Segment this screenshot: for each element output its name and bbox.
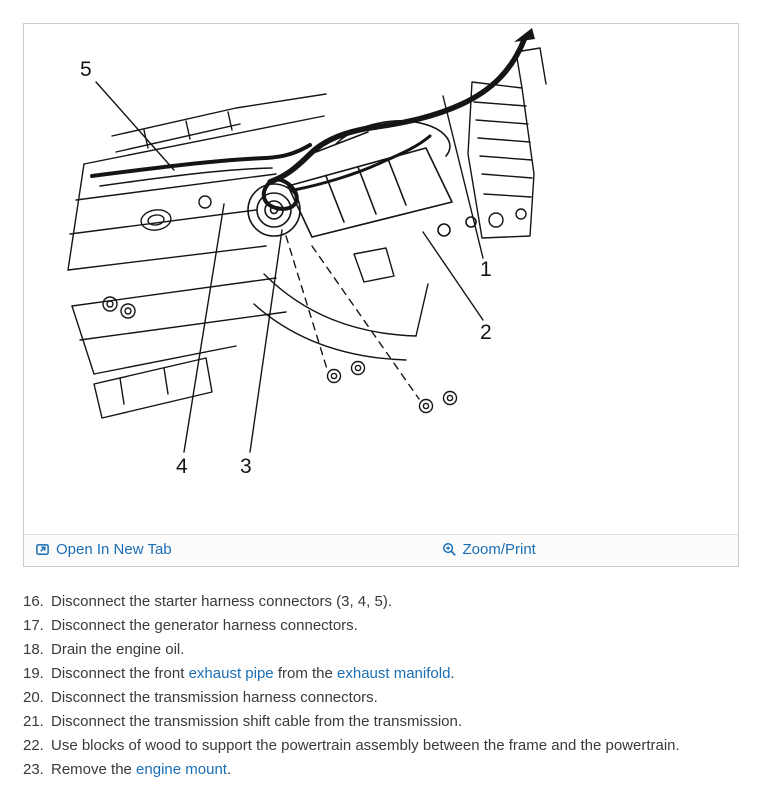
instruction-text (51, 616, 358, 635)
instruction-item (23, 616, 739, 635)
callout-numbers (80, 58, 492, 478)
instruction-text-segment: Disconnect the generator harness connectors. (51, 617, 358, 634)
exhaust-manifold-link[interactable]: exhaust manifold (337, 665, 451, 682)
instruction-text-segment: Disconnect the starter harness connectors (3, 4, 5). (51, 593, 392, 610)
callout-3: 3 (240, 455, 252, 478)
instruction-text (51, 592, 392, 611)
instruction-text (51, 688, 378, 707)
zoom-print-link[interactable] (442, 541, 536, 558)
mount-bracket (468, 48, 546, 238)
exhaust-pipe-link[interactable]: exhaust pipe (188, 665, 274, 682)
open-in-new-tab-icon (35, 542, 50, 557)
instruction-text-segment: Drain the engine oil. (51, 641, 185, 658)
instruction-number: 18. (23, 641, 44, 658)
instruction-number: 22. (23, 737, 44, 754)
zoom-print-label: Zoom/Print (462, 540, 536, 558)
diagram-area (24, 24, 738, 534)
instruction-number: 23. (23, 761, 44, 778)
instruction-number: 19. (23, 665, 44, 682)
instruction-item (23, 688, 739, 707)
open-in-new-tab-link[interactable] (35, 541, 172, 558)
instruction-list (23, 592, 739, 784)
mounting-studs (328, 362, 457, 413)
engine-block (68, 94, 428, 418)
diagram-toolbar (24, 534, 738, 566)
instruction-text-segment: . (226, 761, 232, 778)
instruction-number: 20. (23, 689, 44, 706)
instruction-text-segment: Disconnect the transmission harness connectors. (51, 689, 378, 706)
callout-2: 2 (480, 321, 492, 344)
open-in-new-tab-label: Open In New Tab (56, 540, 172, 558)
toolbar-left (24, 541, 332, 561)
instruction-text-segment: Remove the (51, 761, 137, 778)
toolbar-right (332, 541, 739, 561)
instruction-text-segment: Disconnect the transmission shift cable from the transmission. (51, 713, 462, 730)
diagram-panel (23, 23, 739, 567)
instruction-text-segment: from the (273, 665, 338, 682)
callout-leader-lines (96, 82, 483, 452)
instruction-item (23, 736, 739, 755)
instruction-text (51, 736, 680, 755)
engine-mount-link[interactable]: engine mount (136, 761, 227, 778)
instruction-text (51, 712, 462, 731)
engine-diagram (24, 24, 738, 534)
zoom-icon (442, 542, 457, 557)
callout-4: 4 (176, 455, 188, 478)
instruction-text (51, 664, 455, 683)
instruction-text-segment: Use blocks of wood to support the powertrain assembly between the frame and the powertrain. (51, 737, 680, 754)
callout-5: 5 (80, 58, 92, 81)
callout-1: 1 (480, 258, 492, 281)
instruction-number: 21. (23, 713, 44, 730)
instruction-text-segment: . (450, 665, 455, 682)
instruction-number: 16. (23, 593, 44, 610)
instruction-item (23, 664, 739, 683)
instruction-text (51, 760, 231, 779)
instruction-item (23, 712, 739, 731)
instruction-number: 17. (23, 617, 44, 634)
instruction-item (23, 592, 739, 611)
instruction-item (23, 760, 739, 779)
instruction-text (51, 640, 184, 659)
instruction-item (23, 640, 739, 659)
instruction-text-segment: Disconnect the front (51, 665, 189, 682)
